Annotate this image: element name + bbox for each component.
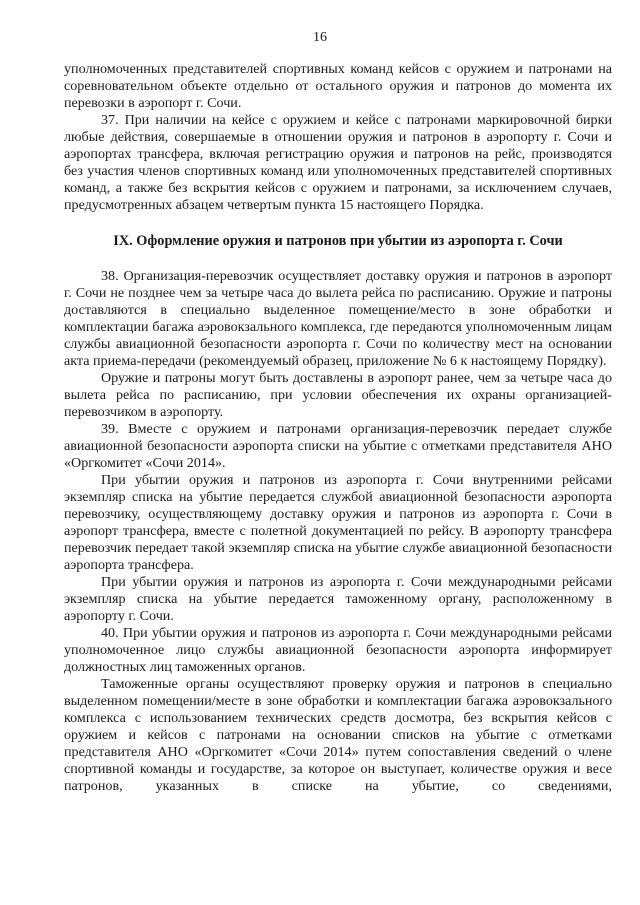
- paragraph-37: 37. При наличии на кейсе с оружием и кейсе с патронами маркировочной бирки любые действия, совершаемые в отношении оружия и патронов в аэропорту г. Сочи и аэропортах трансфера, включая регистрацию оружия и патронов на рейс, производятся без участия членов спортивных команд или уполномоченных представителей спортивных команд, а также без вскрытия кейсов с оружием и патронами, за исключением случаев, предусмотренных абзацем четвертым пункта 15 настоящего Порядка.: [64, 112, 612, 213]
- document-body: [64, 61, 612, 795]
- paragraph-38: 38. Организация-перевозчик осуществляет доставку оружия и патронов в аэропорт г. Сочи не позднее чем за четыре часа до вылета рейса по расписанию. Оружие и патроны доставляются в специально выделенное помещение/место в зоне обработки и комплектации багажа аэровокзального комплекса, где передаются уполномоченным лицам службы авиационной безопасности аэропорта г. Сочи по количеству мест на основании акта приема-передачи (рекомендуемый образец, приложение № 6 к настоящему Порядку).: [64, 268, 612, 369]
- paragraph-40-customs: Таможенные органы осуществляют проверку оружия и патронов в специально выделенном помещении/месте в зоне обработки и комплектации багажа аэровокзального комплекса с использованием технических средств досмотра, без вскрытия кейсов с оружием и кейсов с патронами на основании списков на убытие с отметками представителя АНО «Оргкомитет «Сочи 2014» путем сопоставления сведений о члене спортивной команды и государстве, за которое он выступает, количестве оружия и весе патронов, указанных в списке на убытие, со сведениями,: [64, 676, 612, 794]
- paragraph-40: 40. При убытии оружия и патронов из аэропорта г. Сочи международными рейсами уполномоченное лицо службы авиационной безопасности аэропорта информирует должностных лиц таможенных органов.: [64, 625, 612, 675]
- paragraph-38-delivery-early: Оружие и патроны могут быть доставлены в аэропорт ранее, чем за четыре часа до вылета рейса по расписанию, при условии обеспечения их охраны организацией-перевозчиком в аэропорту.: [64, 370, 612, 420]
- page-number: 16: [313, 30, 327, 45]
- paragraph-39-domestic: При убытии оружия и патронов из аэропорта г. Сочи внутренними рейсами экземпляр списка на убытие передается службой авиационной безопасности аэропорта перевозчику, осуществляющему доставку оружия и патронов из аэропорта г. Сочи в аэропорт трансфера, вместе с полетной документацией по рейсу. В аэропорту трансфера перевозчик передает такой экземпляр списка на убытие службе авиационной безопасности аэропорта трансфера.: [64, 472, 612, 573]
- section-heading: IX. Оформление оружия и патронов при убытии из аэропорта г. Сочи: [113, 233, 563, 249]
- paragraph-39: 39. Вместе с оружием и патронами организация-перевозчик передает службе авиационной безопасности аэропорта списки на убытие с отметками представителя АНО «Оргкомитет «Сочи 2014».: [64, 421, 612, 471]
- paragraph-continuation: уполномоченных представителей спортивных команд кейсов с оружием и патронами на соревновательном объекте отдельно от остального оружия и патронов до момента их перевозки в аэропорт г. Сочи.: [64, 61, 612, 111]
- paragraph-39-international: При убытии оружия и патронов из аэропорта г. Сочи международными рейсами экземпляр списка на убытие передается таможенному органу, расположенному в аэропорту г. Сочи.: [64, 574, 612, 624]
